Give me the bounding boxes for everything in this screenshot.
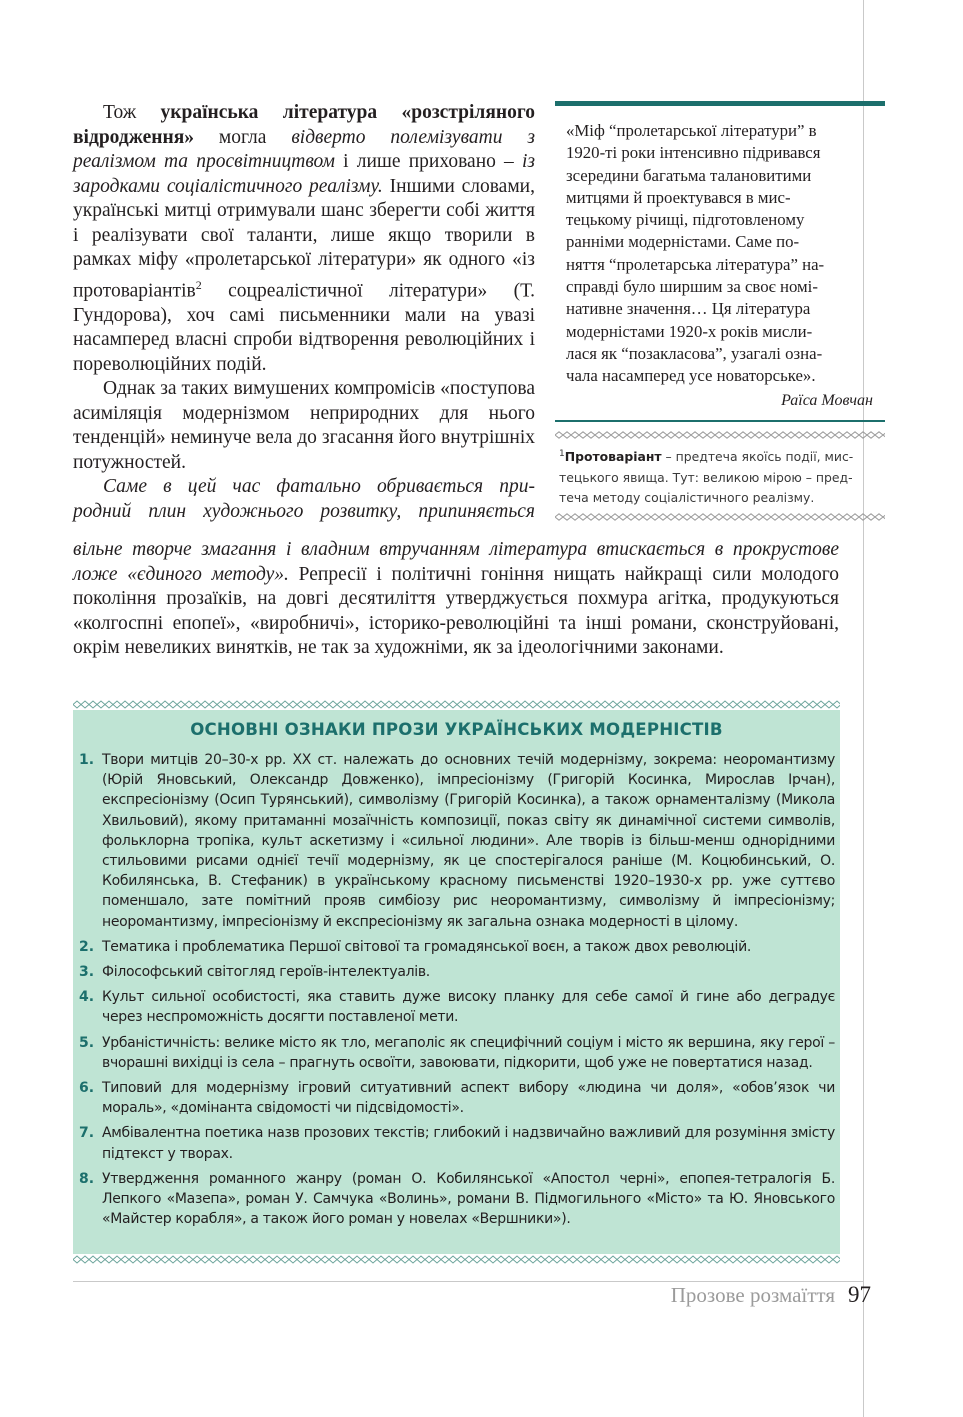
footnote-text bbox=[559, 444, 879, 509]
italic-phrase: відверто полемізувати з реалізмом та просвітництвом bbox=[73, 126, 535, 172]
quote-line: зсередини багатьма талановитими bbox=[566, 165, 812, 185]
list-item bbox=[73, 962, 840, 982]
list-item-number: 6. bbox=[79, 1080, 95, 1097]
footnote-box bbox=[555, 431, 885, 521]
quote-line: чала насамперед усе новаторське». bbox=[566, 366, 816, 386]
list-item bbox=[73, 1033, 840, 1073]
footnote-reference: 2 bbox=[195, 277, 202, 292]
list-item-number: 7. bbox=[79, 1125, 95, 1142]
list-item-number: 3. bbox=[79, 964, 95, 981]
list-item-text: Урбаністичність: велике місто як тло, мегаполіс як специфічний соціум і місто як вершина, яку герої – вчорашні вихідці із села – прагнуть освоїти, завоювати, підкорити, щоб уже не повертатися назад. bbox=[102, 1034, 835, 1071]
features-list bbox=[73, 750, 840, 1234]
list-item bbox=[73, 987, 840, 1027]
list-item-number: 2. bbox=[79, 938, 95, 955]
italic-phrase: вільне творче змагання і владним втручанням література втискається в прокрустове ложе «єдиного методу». bbox=[73, 539, 839, 585]
quote-author: Раїса Мовчан bbox=[781, 391, 873, 409]
paragraph-1: Тож українська література «розстріляного відродження» могла відверто полемізувати з реалізмом та просвітництвом і лише приховано – із зародками соціалістичного реалізму. Іншими словами, українські митці отримували шанс зберегти собі життя і реалізувати свої таланти, лише якщо творили в рамках міфу «пролетарської літератури» як одного «із протоваріантів$^2$ соцреалістичної літератури» (Т. Гундорова), хоч самі письменники мали на увазі насамперед власні спроби відтворення революційних і пореволюційних подій. bbox=[73, 102, 536, 375]
list-item-number: 4. bbox=[79, 989, 95, 1006]
list-item bbox=[73, 1078, 840, 1118]
list-item bbox=[73, 750, 840, 932]
quote-line: «Міф “пролетарської літератури” в bbox=[566, 121, 817, 140]
list-item-text: Філософський світогляд героїв-інтелектуалів. bbox=[102, 964, 430, 981]
panel-title: ОСНОВНІ ОЗНАКИ ПРОЗИ УКРАЇНСЬКИХ МОДЕРНІСТІВ bbox=[190, 720, 723, 739]
paragraph-3-continuation: вільне творче змагання і владним втручанням література втискається в прокрустове ложе «єдиного методу». Репресії і політичні гоніння нищать найкращі сили молодого покоління прозаїків, на довгі десятиліття утверджується похмура агітка, продукуються «колгоспні епопеї», «виробничі», історико-революційні та інші романи, сконструйовані, окрім невеликих винятків, не так за художніми, як за ідеологічними законами. bbox=[73, 539, 839, 658]
paragraph-3-start: Саме в цей час фатально обривається при- bbox=[103, 476, 535, 497]
wide-text-block bbox=[73, 538, 839, 661]
footer-rule bbox=[73, 1281, 864, 1282]
list-item bbox=[73, 1169, 840, 1230]
running-footer-title: Прозове розмаїття bbox=[670, 1283, 835, 1307]
footnote-line: тецького явища. Тут: великою мірою – пред- bbox=[559, 469, 853, 485]
list-item-number: 1. bbox=[79, 752, 95, 768]
footnote-term: Протоваріант bbox=[564, 449, 662, 465]
quote-line: няття “пролетарська література” на- bbox=[566, 254, 825, 274]
list-item-text: Твори митців 20–30-х рр. XX ст. належать до основних течій модернізму, зокрема: неоромантизму (Юрій Яновський, Олександр Довженко), імпресіонізму (Григорій Косинка, Мирослав Ірчан), експресіонізму (Осип Турянський), символізму (Григорій Косинка), а також орнаменталізму (Микола Хвильовий), якому притаманні мозаїчність композиції, показ світу як динамічної системи символів, фольклорна тропіка, культ аскетизму і «сильної людини». Але творів із більш-менш однорідними стильовими рисами однієї течії модернізму, як це спостерігалося раніше (М. Коцюбинський, О. Кобилянська, В. Стефаник) в українському красному письменстві 1920–1930-х рр. уже суттєво поменшало, зате помітний прояв симбіозу рис неоромантизму, символізму й імпресіонізму; неоромантизму, імпресіонізму й експресіонізму як загальна ознака модерності в цілому. bbox=[102, 752, 835, 930]
footnote-definition: – предтеча якоїсь події, мис- bbox=[661, 449, 854, 465]
quote-line: лася як “позакласова”, узагалі озна- bbox=[566, 343, 823, 363]
quote-line: справді було ширшим за своє номі- bbox=[566, 277, 818, 297]
quote-line: 1920-ті роки інтенсивно підривався bbox=[566, 143, 821, 163]
footnote-number: 1 bbox=[559, 449, 565, 459]
list-item bbox=[73, 1123, 840, 1163]
italic-phrase: із зародками соціалістичного реалізму. bbox=[73, 151, 535, 197]
list-item-number: 8. bbox=[79, 1170, 95, 1187]
list-item-text: Утвердження романного жанру (роман О. Кобилянської «Апостол черні», епопея-тетралогія Б. Лепкого «Мазепа», роман У. Самчука «Волинь», романи В. Підмогильного «Місто» та Ю. Яновського «Майстер корабля», а також його роман у новелах «Вершники»). bbox=[102, 1170, 835, 1228]
list-item-text: Амбівалентна поетика назв прозових текстів; глибокий і надзвичайно важливий для розуміння змісту підтекст у творах. bbox=[102, 1125, 835, 1162]
quote-line: нативне значення… Ця література bbox=[566, 299, 811, 319]
quote-bottom-rule bbox=[555, 420, 885, 422]
quote-line: тецькому річищі, підготовленому bbox=[566, 210, 805, 230]
quote-line: модерністами 1920-х років мисли- bbox=[566, 321, 813, 341]
footnote-line bbox=[559, 444, 879, 468]
zigzag-border-top bbox=[555, 431, 885, 439]
list-item-number: 5. bbox=[79, 1034, 95, 1051]
paragraph-2: Однак за таких вимушених компромісів «поступова асиміляція модернізмом неприродних для нього тенденцій» неминуче вела до згасання його внутрішніх потужностей. bbox=[73, 378, 535, 473]
features-panel bbox=[73, 710, 840, 1254]
panel-zigzag-top bbox=[73, 700, 840, 709]
quote-top-bar bbox=[555, 101, 885, 106]
list-item bbox=[73, 937, 840, 957]
paragraph-3-start-cont: родний плин художнього розвитку, припиняється bbox=[73, 500, 535, 522]
panel-zigzag-bottom bbox=[73, 1255, 840, 1264]
list-item-text: Тематика і проблематика Першої світової та громадянської воєн, а також двох революцій. bbox=[102, 938, 752, 955]
quote-line: митцями й проектувався в мис- bbox=[566, 187, 791, 207]
page-number: 97 bbox=[848, 1282, 871, 1307]
bold-term: українська література «розстріляного відродження» bbox=[73, 102, 536, 148]
main-text-column bbox=[73, 101, 535, 524]
list-item-text: Типовий для модернізму ігровий ситуативний аспект вибору «людина чи доля», «обов’язок чи мораль», «домінанта свідомості чи підсвідомості». bbox=[102, 1080, 835, 1117]
list-item-text: Культ сильної особистості, яка ставить дуже високу планку для себе самої й гине або деградує через неспроможність досягти поставленої мети. bbox=[102, 989, 835, 1026]
quote-text bbox=[566, 120, 873, 388]
quote-box bbox=[555, 101, 885, 422]
footnote-line: теча методу соціалістичного реалізму. bbox=[559, 490, 815, 506]
zigzag-border-bottom bbox=[555, 513, 885, 521]
quote-line: ранніми модерністами. Саме по- bbox=[566, 232, 800, 252]
